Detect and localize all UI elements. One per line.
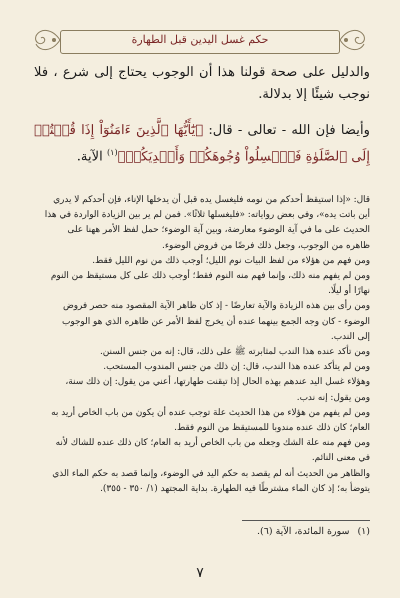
paragraph-2-intro: وأيضا فإن الله - تعالى - قال: [203, 123, 370, 138]
commentary-line: ومن تأكد عنده هذا الندب لمثابرته ﷺ على ذلك، قال: إنه من جنس السنن. [99, 347, 370, 358]
commentary-line: العام؛ كان ذلك عنده مندوبا للمستيقظ من النوم فقط. [174, 423, 370, 434]
footnote-number: (١) [357, 526, 370, 537]
commentary-line: ومن لم يتأكد عنده هذا الندب، قال: إن ذلك من جنس المندوب المستحب. [103, 362, 370, 373]
header-title: حكم غسل اليدين قبل الطهارة [131, 33, 269, 46]
commentary-block [34, 193, 370, 497]
commentary-line: في معنى النائم. [311, 453, 370, 464]
commentary-line: الوضوء - كان وجه الجمع بينهما عنده أن يخرج لفظ الأمر عن ظاهره الذي هو الوجوب [62, 316, 370, 327]
footnote [34, 526, 370, 537]
header-ornament-left-icon [30, 24, 64, 56]
main-text [34, 62, 370, 168]
paragraph-2-end: الآية. [76, 149, 108, 165]
footnote-ref: (١) [107, 148, 118, 157]
main-paragraph-2 [34, 120, 370, 168]
commentary-line: نهارًا أو ليلًا. [328, 286, 370, 297]
commentary-line: قال: «إذا استيقظ أحدكم من نومه فليغسل يده قبل أن يدخلها الإناء، فإن أحدكم لا يدري [53, 195, 370, 205]
commentary-line: ومن لم يفهم من هؤلاء من هذا الحديث علة توجب عنده أن يكون من باب الخاص أريد به [51, 407, 370, 418]
commentary-line: والظاهر من الحديث أنه لم يقصد به حكم اليد في الوضوء، وإنما قصد به حكم الماء الذي [52, 468, 370, 479]
footnote-divider [242, 520, 370, 521]
commentary-line: وهؤلاء غسل اليد عندهم بهذه الحال إذا تيقنت طهارتها، أعني من يقول: إن ذلك سنة، [65, 377, 370, 388]
commentary-line: ظاهره من الوجوب، وجعل ذلك فرضًا من فروض الوضوء. [162, 240, 370, 251]
header-ornament-right-icon [336, 24, 370, 56]
commentary-line: أين باتت يده»، وفي بعض رواياته: «فليغسلها ثلاثًا». فمن لم ير بين الزيادة الواردة في هذا [44, 210, 370, 221]
commentary-line: ومن فهم من هؤلاء من لفظ البيات نوم الليل؛ أوجب ذلك من نوم الليل فقط. [92, 255, 370, 266]
commentary-line: ومن فهم منه علة الشك وجعله من باب الخاص أريد به العام؛ كان ذلك عنده للشاك لأنه [55, 438, 370, 449]
quran-verse: ﴿يَٰٓأَيُّهَا ٱلَّذِينَ ءَامَنُوٓاْ إِذَا قُمۡتُمۡ إِلَى ٱلصَّلَوٰةِ فَٱغۡسِلُواْ وُجُوهَكُمۡ وَأَيۡدِيَكُمۡ﴾ [34, 123, 370, 165]
commentary-line: ومن يقول: إنه ندب. [296, 392, 370, 403]
commentary-line: الحديث على ما في آية الوضوء معارضة، وبين آية الوضوء؛ حمل لفظ الأمر ههنا على [67, 225, 370, 236]
footnote-text: سورة المائدة، الآية (٦). [257, 526, 350, 537]
main-paragraph-1: والدليل على صحة قولنا هذا أن الوجوب يحتاج إلى شرع ، فلا نوجب شيئًا إلا بدلالة. [34, 65, 370, 102]
running-header [60, 22, 340, 60]
commentary-line: يتوضأ به؛ إذ كان الماء مشترطًا فيه الطهارة. بداية المجتهد (١/ ٣٥٠ - ٣٥٥). [100, 483, 370, 494]
commentary-line: ومن رأى بين هذه الزيادة والآية تعارضًا - إذ كان ظاهر الآية المقصود منه حصر فروض [63, 301, 370, 312]
commentary-line: ومن لم يفهم منه ذلك، وإنما فهم منه النوم فقط؛ أوجب ذلك على كل مستيقظ من النوم [50, 271, 370, 282]
page-number: ٧ [196, 565, 204, 581]
commentary-line: إلى الندب. [330, 331, 370, 342]
